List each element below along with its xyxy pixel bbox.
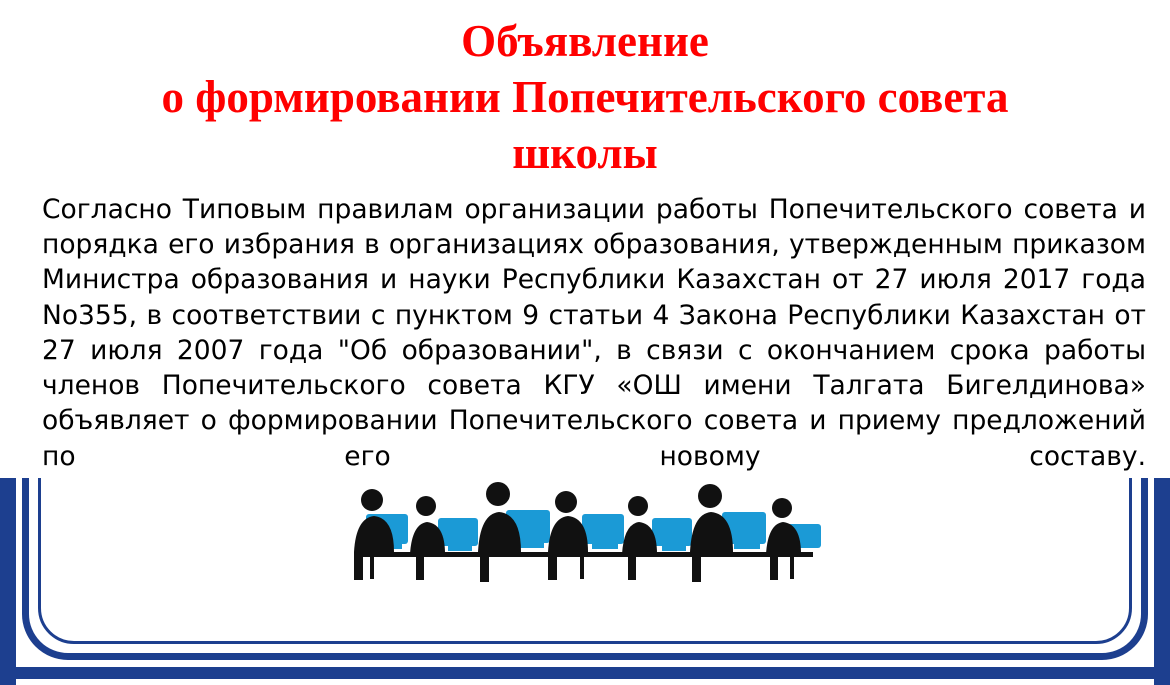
announcement-paragraph: Согласно Типовым правилам организации работы Попечительского совета и порядка его избрания в организациях образования, утвержденным приказом Министра образования и науки Республики Казахстан от 27 июля 2017 года No355, в соответствии с пунктом 9 статьи 4 Закона Республики Казахстан от 27 июля 2007 года "Об образовании", в связи с окончанием срока работы членов Попечительского совета КГУ «ОШ имени Талгата Бигелдинова» объявляет о формировании Попечительского совета и приему предложений по его новому составу.: [42, 194, 1146, 472]
page-title: [50, 14, 1120, 181]
title-line-2: о формировании Попечительского совета: [161, 71, 1009, 122]
title-line-3: школы: [512, 127, 658, 178]
announcement-body: [42, 192, 1146, 509]
title-line-1: Объявление: [461, 16, 709, 66]
slide-bottom-border-inner: [16, 679, 1154, 685]
